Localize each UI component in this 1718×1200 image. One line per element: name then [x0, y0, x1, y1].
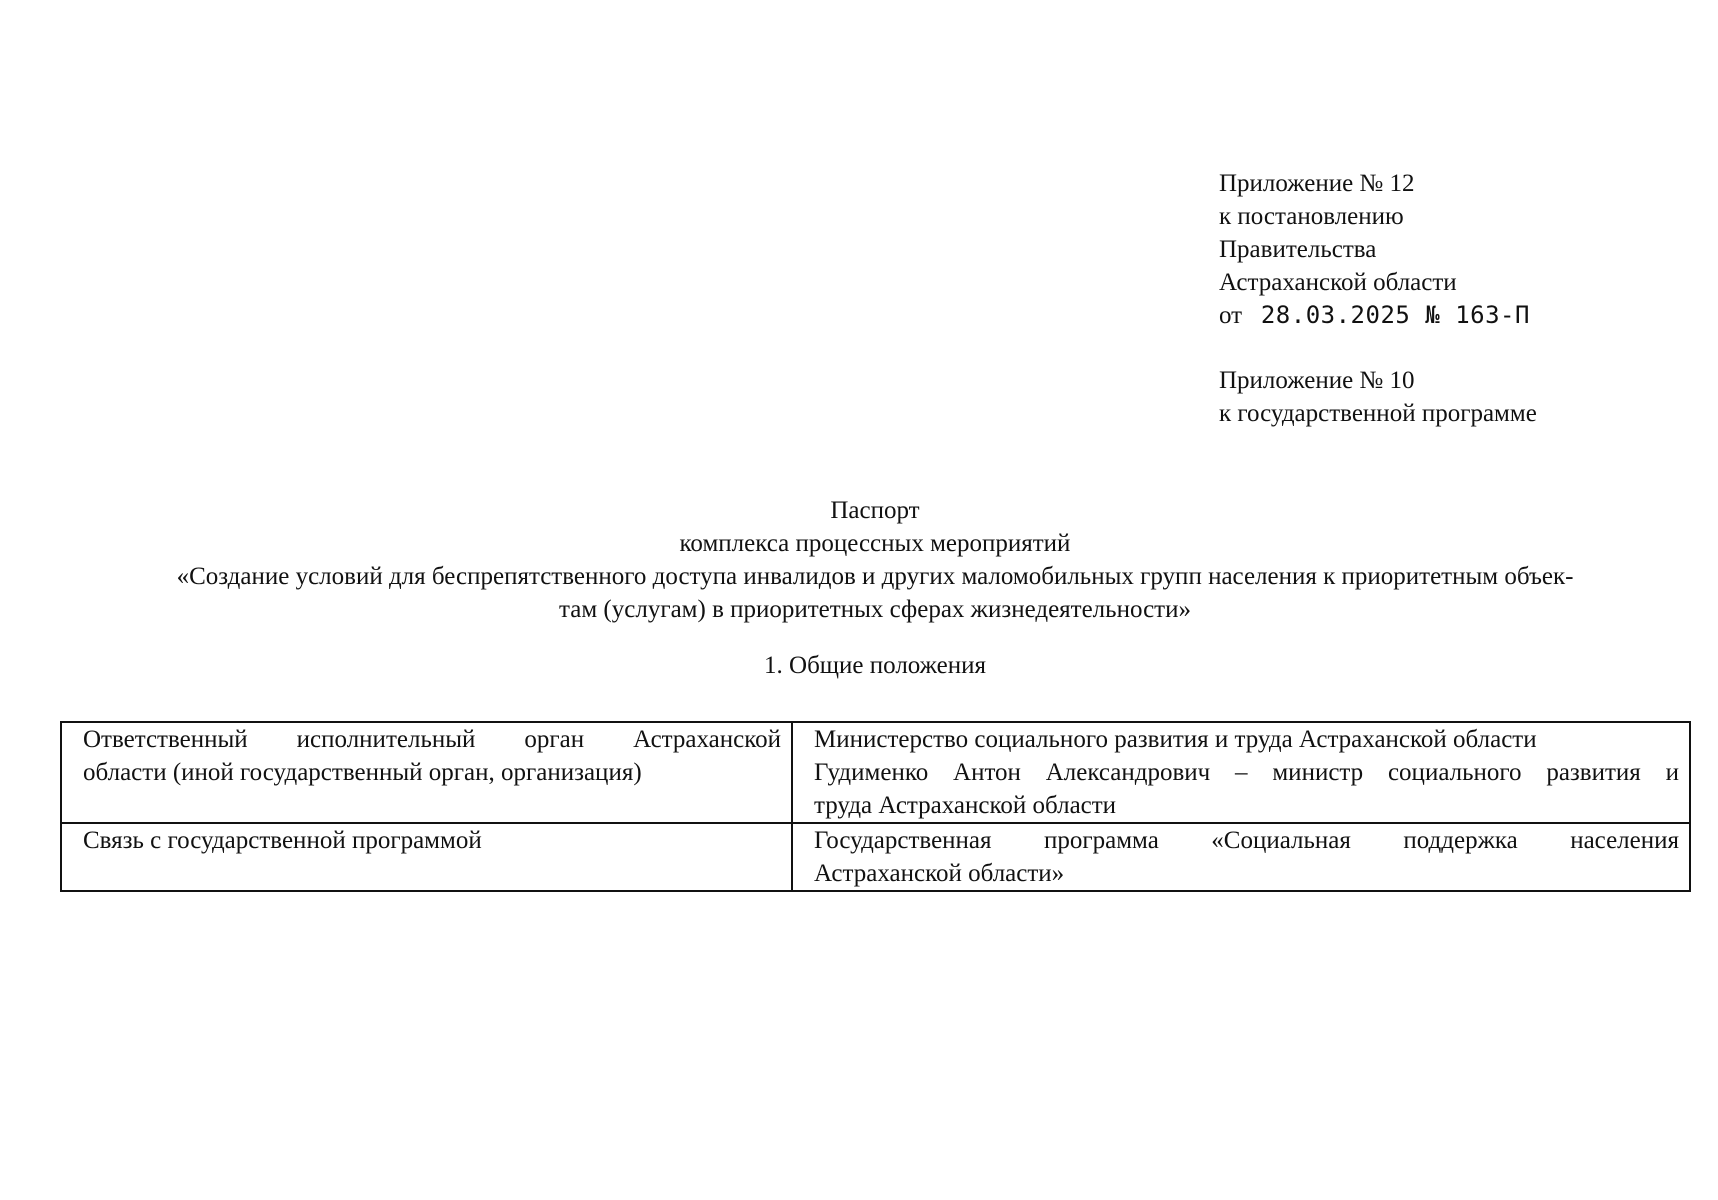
- program-appendix-reference: к государственной программе: [1219, 400, 1537, 427]
- appendix-state-program: [1219, 364, 1537, 430]
- cell-text-line: Связь с государственной программой: [83, 827, 482, 854]
- cell-text-line: Ответственный исполнительный орган Астраханской: [83, 726, 781, 753]
- appendix-to-resolution: к постановлению: [1219, 203, 1404, 230]
- cell-text-line: области (иной государственный орган, организация): [83, 759, 642, 786]
- table-row: [61, 823, 1690, 891]
- table-cell-label: [61, 722, 792, 823]
- cell-text-line: Астраханской области»: [814, 860, 1065, 887]
- appendix-current-resolution: [1219, 167, 1530, 332]
- title-line-4: там (услугам) в приоритетных сферах жизнедеятельности»: [559, 596, 1191, 623]
- table-row: [61, 722, 1690, 823]
- table-cell-value: [792, 823, 1690, 891]
- title-line-2: комплекса процессных мероприятий: [679, 530, 1071, 557]
- cell-text-line: Государственная программа «Социальная поддержка населения: [814, 827, 1679, 854]
- date-prefix: от: [1219, 302, 1243, 329]
- cell-text-line: Гудименко Антон Александрович – министр социального развития и: [814, 759, 1679, 786]
- table-cell-value: [792, 722, 1690, 823]
- date-number-stamp: 28.03.2025 № 163-П: [1260, 301, 1530, 329]
- passport-title: [60, 494, 1690, 626]
- title-line-1: Паспорт: [830, 497, 920, 524]
- appendix-government: Правительства: [1219, 236, 1377, 263]
- cell-text-line: труда Астраханской области: [814, 792, 1117, 819]
- general-provisions-table: [60, 721, 1691, 892]
- section-heading: 1. Общие положения: [764, 652, 986, 679]
- table-cell-label: [61, 823, 792, 891]
- program-appendix-number: Приложение № 10: [1219, 367, 1415, 394]
- title-line-3: «Создание условий для беспрепятственного доступа инвалидов и других маломобильных групп населения к приоритетным объек-: [176, 563, 1574, 590]
- appendix-region: Астраханской области: [1219, 269, 1457, 296]
- appendix-date-line: [1219, 299, 1530, 332]
- appendix-number: Приложение № 12: [1219, 170, 1415, 197]
- cell-text-line: Министерство социального развития и труда Астраханской области: [814, 726, 1537, 753]
